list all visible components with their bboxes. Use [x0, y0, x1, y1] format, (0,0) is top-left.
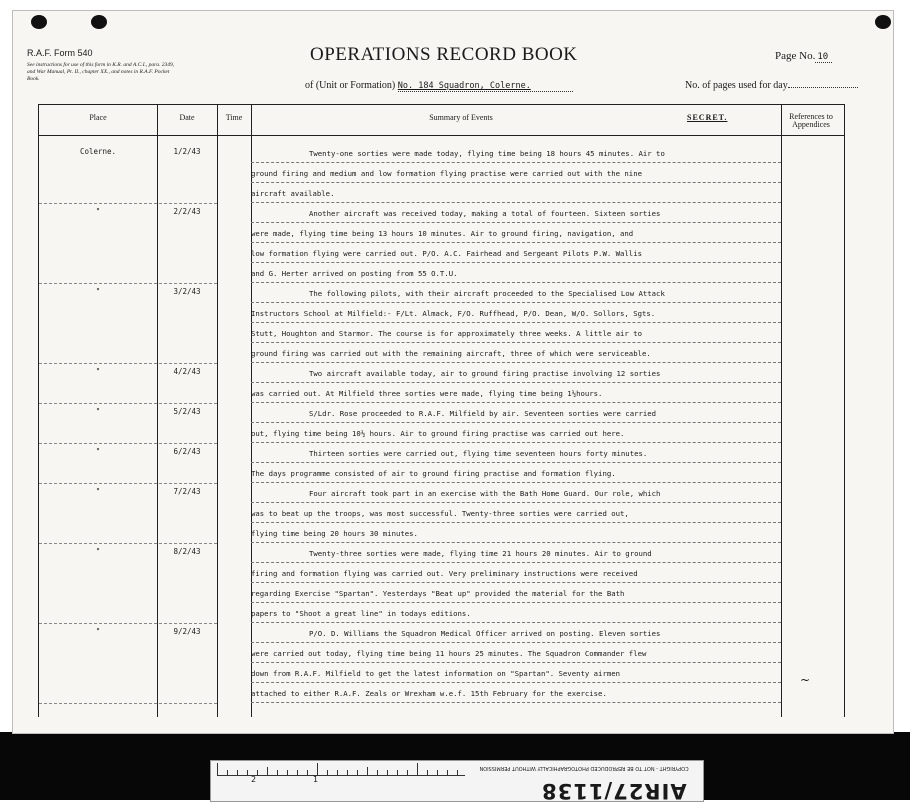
entry-place: "	[95, 407, 101, 416]
header-date: Date	[179, 113, 195, 122]
summary-line: papers to "Shoot a great line" in todays editions.	[251, 605, 781, 623]
table-header	[39, 105, 844, 136]
summary-line: The days programme consisted of air to ground firing practise and formation flying.	[251, 465, 781, 483]
form-number: R.A.F. Form 540	[27, 48, 93, 58]
punch-hole-right	[875, 15, 891, 29]
entry-separator	[39, 543, 217, 544]
summary-line: The following pilots, with their aircraft proceeded to the Specialised Low Attack	[251, 285, 781, 303]
summary-line: regarding Exercise "Spartan". Yesterdays "Beat up" provided the material for the Bath	[251, 585, 781, 603]
entry-separator	[39, 703, 217, 704]
summary-line: firing and formation flying was carried out. Very preliminary instructions were received	[251, 565, 781, 583]
entry-date: 6/2/43	[173, 447, 201, 456]
punch-hole-left	[31, 15, 47, 29]
summary-line: was carried out. At Milfield three sorties were made, flying time being 1½hours.	[251, 385, 781, 403]
entry-place: "	[95, 287, 101, 296]
page-number-field	[775, 50, 832, 62]
entry-place: "	[95, 447, 101, 456]
summary-line: Instructors School at Milfield:- F/Lt. Almack, F/O. Ruffhead, P/O. Dean, W/O. Sollors, Sgts.	[251, 305, 781, 323]
summary-line: Twenty-three sorties were made, flying time 21 hours 20 minutes. Air to ground	[251, 545, 781, 563]
page-title: OPERATIONS RECORD BOOK	[310, 44, 578, 65]
entry-separator	[39, 363, 217, 364]
column-divider	[781, 105, 782, 717]
header-summary: Summary of Events	[429, 113, 493, 122]
entry-date: 1/2/43	[173, 147, 201, 156]
record-table	[38, 104, 845, 717]
summary-line: ground firing and medium and low formation flying practise were carried out with the nine	[251, 165, 781, 183]
entry-place: Colerne.	[79, 147, 117, 156]
entry-date: 8/2/43	[173, 547, 201, 556]
entry-separator	[39, 623, 217, 624]
summary-line: out, flying time being 10½ hours. Air to ground firing practise was carried out here.	[251, 425, 781, 443]
entry-separator	[39, 483, 217, 484]
summary-line: P/O. D. Williams the Squadron Medical Officer arrived on posting. Eleven sorties	[251, 625, 781, 643]
unit-field	[305, 80, 573, 92]
summary-line: ground firing was carried out with the remaining aircraft, three of which were serviceable.	[251, 345, 781, 363]
entry-separator	[39, 283, 217, 284]
summary-line: were carried out today, flying time being 11 hours 25 minutes. The Squadron Commander flew	[251, 645, 781, 663]
page-number-value: 10	[815, 52, 832, 63]
summary-line: were made, flying time being 13 hours 10 minutes. Air to ground firing, navigation, and	[251, 225, 781, 243]
column-divider	[217, 105, 218, 717]
entry-date: 9/2/43	[173, 627, 201, 636]
pages-used-label: No. of pages used for day	[685, 80, 788, 91]
unit-label: of (Unit or Formation)	[305, 80, 396, 91]
summary-line: Four aircraft took part in an exercise with the Bath Home Guard. Our role, which	[251, 485, 781, 503]
ruler-label: 1	[313, 775, 319, 784]
archive-label-strip	[210, 760, 704, 802]
entry-place: "	[95, 547, 101, 556]
summary-line: S/Ldr. Rose proceeded to R.A.F. Milfield by air. Seventeen sorties were carried	[251, 405, 781, 423]
header-place: Place	[89, 113, 107, 122]
entry-date: 2/2/43	[173, 207, 201, 216]
summary-line: and G. Herter arrived on posting from 55 O.T.U.	[251, 265, 781, 283]
page-number-label: Page No.	[775, 50, 816, 62]
summary-line: attached to either R.A.F. Zeals or Wrexham w.e.f. 15th February for the exercise.	[251, 685, 781, 703]
summary-line: aircraft available.	[251, 185, 781, 203]
form-instructions: See instructions for use of this form in K.R. and A.C.I., para. 2349, and War Manual, Pt. II., chapter XX., and notes in R.A.F. Pocket Book.	[27, 62, 175, 82]
pages-used-field	[685, 80, 858, 91]
summary-line: Stutt, Houghton and Starmor. The course is for approximately three weeks. A little air to	[251, 325, 781, 343]
archive-reference: AIR27/1138	[541, 779, 687, 803]
entry-place: "	[95, 487, 101, 496]
punch-hole-mid	[91, 15, 107, 29]
summary-line: Another aircraft was received today, making a total of fourteen. Sixteen sorties	[251, 205, 781, 223]
copyright-notice: COPYRIGHT - NOT TO BE REPRODUCED PHOTOGRAPHICALLY WITHOUT PERMISSION	[479, 765, 689, 771]
entry-date: 4/2/43	[173, 367, 201, 376]
summary-line: flying time being 20 hours 30 minutes.	[251, 525, 781, 543]
entry-place: "	[95, 627, 101, 636]
entry-separator	[39, 443, 217, 444]
entry-separator	[39, 203, 217, 204]
entry-date: 3/2/43	[173, 287, 201, 296]
entry-separator	[39, 403, 217, 404]
summary-line: down from R.A.F. Milfield to get the latest information on "Spartan". Seventy airmen	[251, 665, 781, 683]
entry-place: "	[95, 207, 101, 216]
ruler-label: 2	[251, 775, 257, 784]
pages-used-blank	[788, 87, 858, 88]
header-time: Time	[225, 113, 243, 122]
summary-line: Thirteen sorties were carried out, flying time seventeen hours forty minutes.	[251, 445, 781, 463]
classification-stamp: SECRET.	[687, 113, 728, 122]
entry-date: 5/2/43	[173, 407, 201, 416]
entry-date: 7/2/43	[173, 487, 201, 496]
summary-line: was to beat up the troops, was most successful. Twenty-three sorties were carried out,	[251, 505, 781, 523]
summary-line: low formation flying were carried out. P/O. A.C. Fairhead and Sergeant Pilots P.W. Wallis	[251, 245, 781, 263]
unit-value: No. 184 Squadron, Colerne.	[398, 81, 573, 92]
appendix-mark: ~	[800, 673, 811, 687]
entry-place: "	[95, 367, 101, 376]
summary-line: Twenty-one sorties were made today, flying time being 18 hours 45 minutes. Air to	[251, 145, 781, 163]
summary-line: Two aircraft available today, air to ground firing practise involving 12 sorties	[251, 365, 781, 383]
header-references: References to Appendices	[789, 112, 833, 129]
